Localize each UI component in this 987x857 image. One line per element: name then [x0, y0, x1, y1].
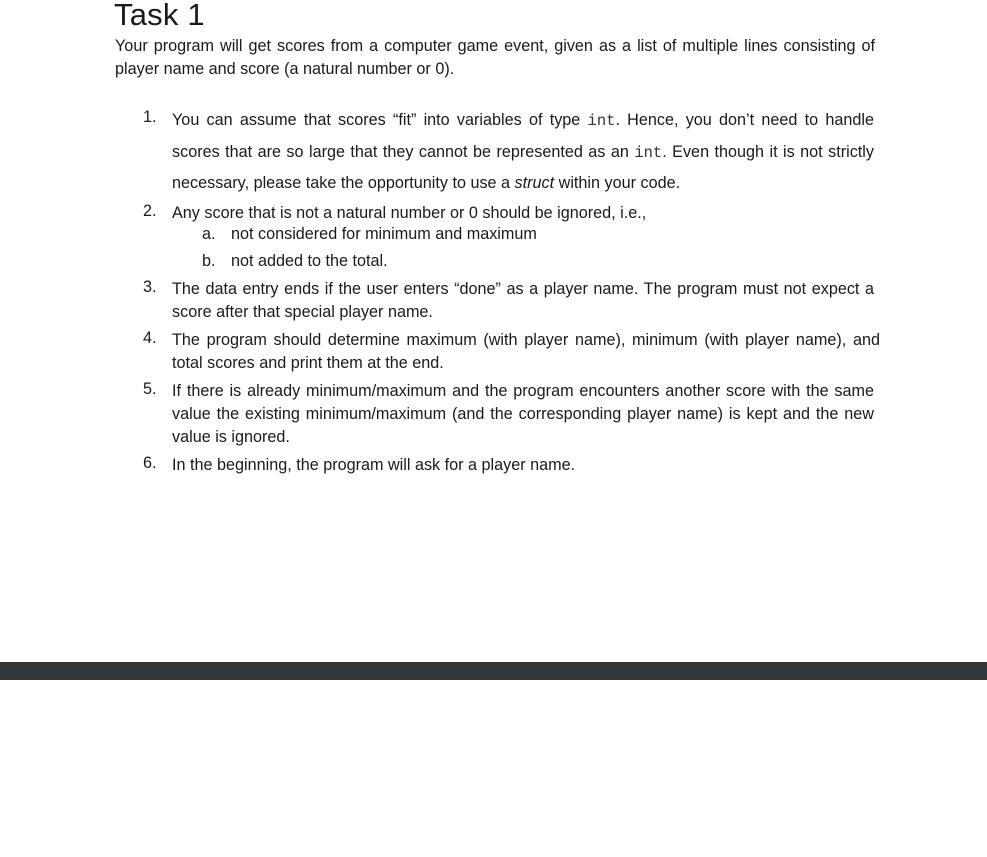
emphasis-struct: struct: [514, 174, 555, 192]
sub-text: not considered for minimum and maximum: [231, 224, 537, 243]
list-item-5: [0, 377, 987, 450]
list-number: 2.: [143, 201, 157, 220]
list-item-text: In the beginning, the program will ask for a player name.: [172, 455, 576, 474]
text-segment: . Even though it is not strictly necessary, please take the opportunity to use a: [172, 142, 874, 192]
list-item-4: [0, 326, 987, 376]
list-item-3: [0, 275, 987, 325]
sub-item-a: [0, 225, 987, 250]
sub-text: not added to the total.: [231, 252, 388, 271]
code-int: int: [634, 143, 663, 162]
page-title: Task 1: [114, 0, 205, 32]
code-int: int: [587, 112, 616, 130]
viewer-toolbar-strip: [0, 662, 987, 680]
intro-paragraph: Your program will get scores from a computer game event, given as a list of multiple lines consisting of player name and score (a natural number or 0).: [115, 37, 875, 78]
list-item-text: [172, 105, 874, 199]
list-number: 1.: [143, 108, 157, 126]
text-segment: . Hence, you don’t need to handle scores that are so large that they cannot be represented as an: [172, 111, 874, 161]
list-number: 5.: [143, 379, 157, 398]
list-item-1: [0, 105, 987, 199]
list-item-text: The data entry ends if the user enters “done” as a player name. The program must not expect a score after that special player name.: [172, 279, 874, 322]
list-number: 4.: [143, 328, 157, 347]
sub-item-b: [0, 249, 987, 274]
sub-letter: b.: [202, 252, 216, 271]
list-number: 3.: [143, 277, 157, 296]
list-item-text: The program should determine maximum (with player name), minimum (with player name), and total scores and print them at the end.: [172, 330, 880, 373]
list-number: 6.: [143, 453, 157, 472]
list-item-text: If there is already minimum/maximum and the program encounters another score with the same value the existing minimum/maximum (and the corresponding player name) is kept and the new value is ignored.: [172, 381, 874, 447]
list-item-text: Any score that is not a natural number or 0 should be ignored, i.e.,: [172, 203, 647, 222]
text-segment: You can assume that scores “fit” into variables of type: [172, 111, 588, 129]
requirements-list: [0, 105, 987, 477]
sub-letter: a.: [202, 224, 216, 243]
list-item-6: [0, 451, 987, 477]
text-segment: within your code.: [554, 174, 681, 192]
list-item-2: [0, 200, 987, 274]
